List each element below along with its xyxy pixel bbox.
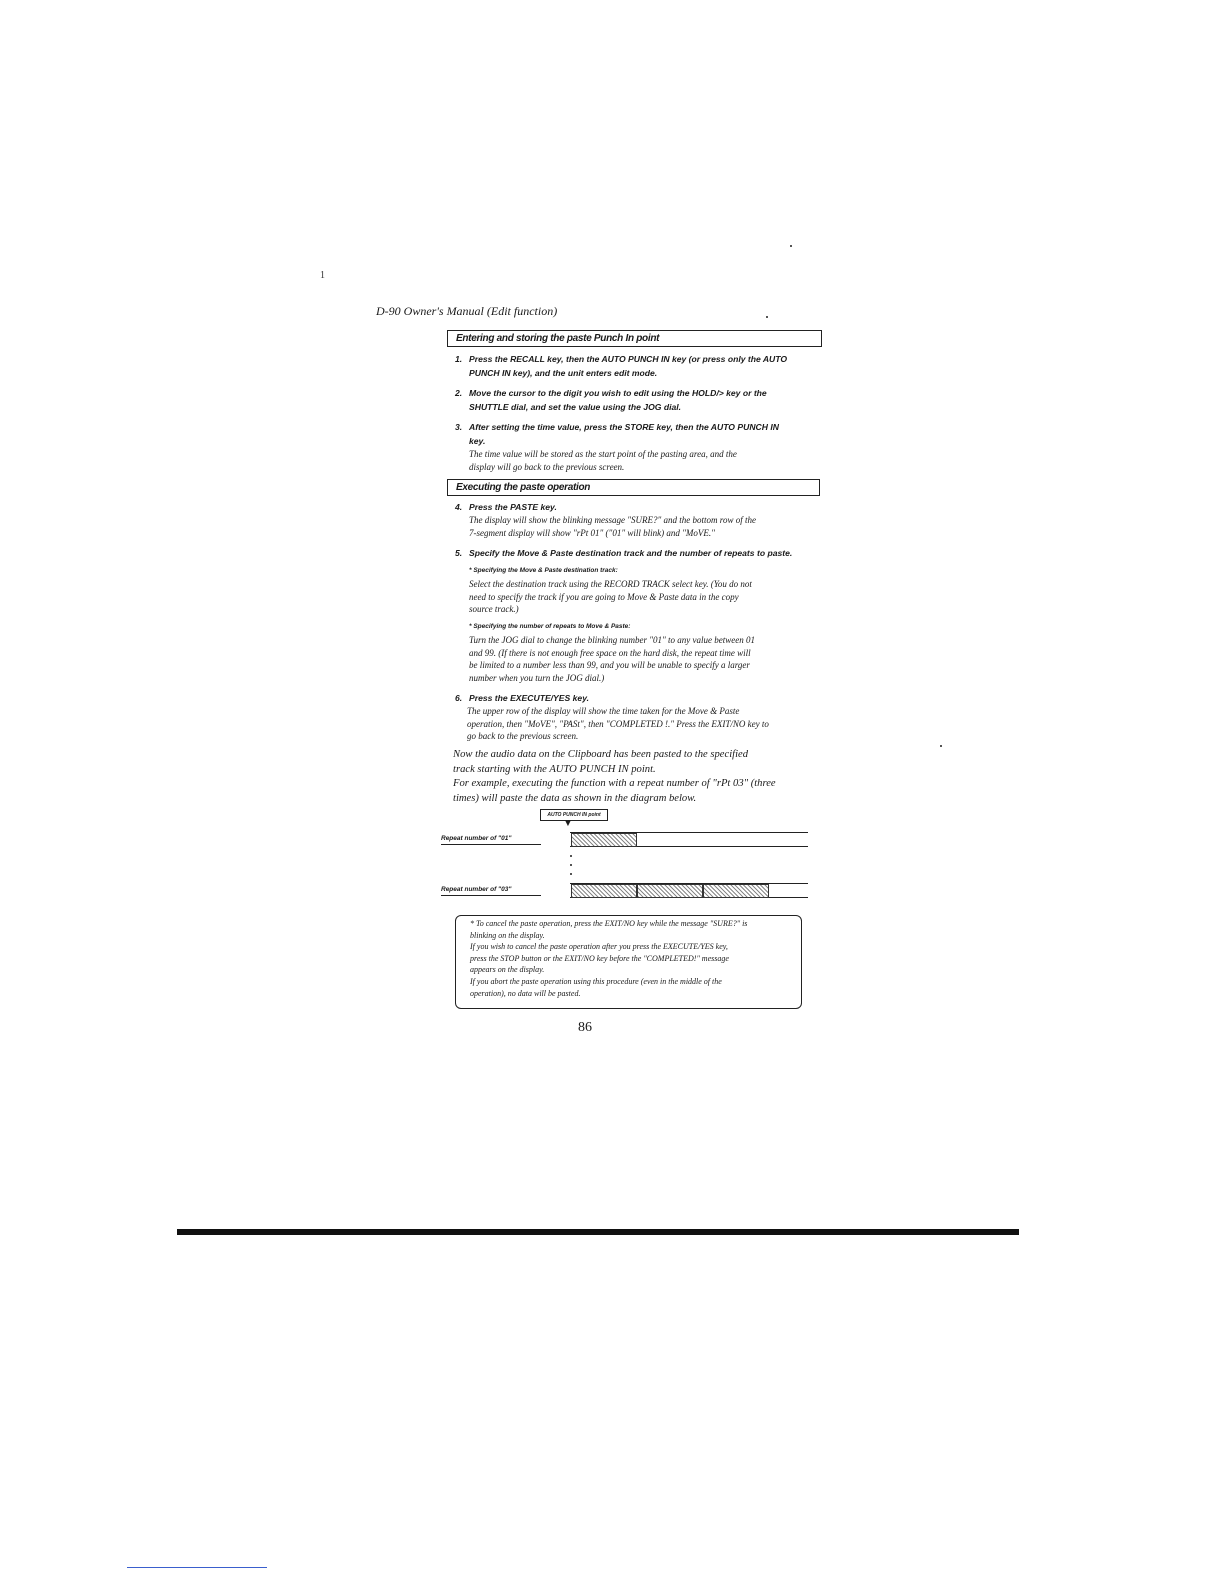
step-6-body-line-1: The upper row of the display will show the time taken for the Move & Paste bbox=[467, 706, 740, 716]
step-6 bbox=[455, 690, 835, 706]
sub2-line-4: number when you turn the JOG dial.) bbox=[469, 672, 605, 683]
sub-body-destination-track bbox=[469, 578, 829, 616]
step-5-heading: Specify the Move & Paste destination track and the number of repeats to paste. bbox=[469, 548, 793, 558]
step-1-line-1: Press the RECALL key, then the AUTO PUNCH IN key (or press only the AUTO bbox=[469, 354, 788, 364]
step-5 bbox=[455, 545, 835, 561]
page-number: 86 bbox=[578, 1020, 592, 1035]
bottom-link-underline bbox=[127, 1567, 267, 1568]
step-4-body-line-1: The display will show the blinking message "SURE?" and the bottom row of the bbox=[469, 515, 756, 525]
sub-body-repeats bbox=[469, 634, 829, 684]
row1-lead-line bbox=[441, 844, 541, 845]
step-1-line-2: PUNCH IN key), and the unit enters edit mode. bbox=[469, 368, 658, 378]
step-2 bbox=[455, 385, 835, 417]
section-heading-punch-in bbox=[447, 330, 822, 347]
pasted-data-block bbox=[703, 884, 769, 898]
sub1-line-3: source track.) bbox=[469, 604, 519, 614]
section-heading-paste-text: Executing the paste operation bbox=[456, 482, 591, 493]
punch-in-label-box bbox=[540, 809, 608, 821]
page-header-title: D-90 Owner's Manual (Edit function) bbox=[376, 304, 558, 318]
row2-lead-line bbox=[441, 895, 541, 896]
step-2-number: 2. bbox=[455, 388, 463, 398]
row2-label: Repeat number of "03" bbox=[441, 886, 512, 893]
step-3-body bbox=[469, 448, 829, 473]
step-4-body-line-2: 7-segment display will show "rPt 01" ("01" will blink) and "MoVE." bbox=[469, 527, 715, 538]
pasted-data-block bbox=[571, 833, 637, 847]
sub2-line-1: Turn the JOG dial to change the blinking number "01" to any value between 01 bbox=[469, 635, 756, 645]
step-6-number: 6. bbox=[455, 693, 463, 703]
ellipsis-dot bbox=[570, 855, 572, 857]
step-3-line-2: key. bbox=[469, 436, 486, 446]
note-line-1: * To cancel the paste operation, press the EXIT/NO key while the message "SURE?" is bbox=[470, 919, 748, 928]
note-line-3: If you wish to cancel the paste operation after you press the EXECUTE/YES key, bbox=[470, 942, 728, 952]
summary-line-3: For example, executing the function with a repeat number of "rPt 03" (three bbox=[453, 778, 776, 789]
section-heading-paste bbox=[447, 479, 820, 496]
step-3-body-line-1: The time value will be stored as the start point of the pasting area, and the bbox=[469, 449, 737, 459]
summary-line-4: times) will paste the data as shown in the diagram below. bbox=[453, 792, 697, 804]
sub-heading-repeats: * Specifying the number of repeats to Move & Paste: bbox=[469, 623, 631, 630]
summary-paragraph bbox=[453, 748, 823, 806]
note-line-5: appears on the display. bbox=[470, 965, 545, 975]
ellipsis-dot bbox=[570, 864, 572, 866]
step-4-number: 4. bbox=[455, 502, 463, 512]
pasted-data-block bbox=[637, 884, 703, 898]
step-6-body bbox=[467, 705, 827, 743]
punch-in-arrow-icon: ▼ bbox=[563, 818, 573, 829]
punch-in-label-text: AUTO PUNCH IN point bbox=[547, 812, 601, 818]
note-line-4: press the STOP button or the EXIT/NO key before the "COMPLETED!" message bbox=[470, 953, 729, 963]
sub-heading-destination-track: * Specifying the Move & Paste destination track: bbox=[469, 567, 618, 574]
summary-line-2: track starting with the AUTO PUNCH IN point. bbox=[453, 763, 656, 775]
step-3-line-1: After setting the time value, press the STORE key, then the AUTO PUNCH IN bbox=[469, 422, 779, 432]
bottom-rule bbox=[177, 1229, 1019, 1235]
scan-speck bbox=[940, 745, 942, 747]
step-2-line-2: SHUTTLE dial, and set the value using the JOG dial. bbox=[469, 402, 682, 412]
step-1 bbox=[455, 351, 835, 383]
margin-mark: 1 bbox=[320, 270, 325, 281]
step-3 bbox=[455, 419, 835, 451]
step-4 bbox=[455, 499, 835, 515]
scan-speck bbox=[790, 245, 792, 247]
step-1-number: 1. bbox=[455, 354, 463, 364]
step-6-body-line-3: go back to the previous screen. bbox=[467, 731, 579, 741]
pasted-data-block bbox=[571, 884, 637, 898]
step-2-line-1: Move the cursor to the digit you wish to edit using the HOLD/> key or the bbox=[469, 388, 767, 398]
step-3-number: 3. bbox=[455, 422, 463, 432]
note-line-6: If you abort the paste operation using this procedure (even in the middle of the bbox=[470, 976, 722, 986]
note-line-2: blinking on the display. bbox=[470, 930, 545, 940]
scan-speck bbox=[766, 316, 768, 318]
summary-line-1: Now the audio data on the Clipboard has been pasted to the specified bbox=[453, 749, 749, 760]
step-5-number: 5. bbox=[455, 548, 463, 558]
section-heading-punch-in-text: Entering and storing the paste Punch In point bbox=[456, 333, 660, 344]
sub1-line-2: need to specify the track if you are going to Move & Paste data in the copy bbox=[469, 591, 739, 602]
cancel-note-text bbox=[470, 918, 795, 999]
note-line-7: operation), no data will be pasted. bbox=[470, 988, 581, 998]
row1-label: Repeat number of "01" bbox=[441, 835, 512, 842]
step-4-body bbox=[469, 514, 829, 539]
step-3-body-line-2: display will go back to the previous screen. bbox=[469, 461, 625, 472]
sub1-line-1: Select the destination track using the RECORD TRACK select key. (You do not bbox=[469, 579, 752, 589]
step-6-body-line-2: operation, then "MoVE", "PASt", then "COMPLETED !." Press the EXIT/NO key to bbox=[467, 718, 769, 729]
sub2-line-2: and 99. (If there is not enough free space on the hard disk, the repeat time will bbox=[469, 647, 751, 658]
step-6-heading: Press the EXECUTE/YES key. bbox=[469, 693, 590, 703]
ellipsis-dot bbox=[570, 873, 572, 875]
sub2-line-3: be limited to a number less than 99, and you will be unable to specify a larger bbox=[469, 660, 750, 670]
step-4-heading: Press the PASTE key. bbox=[469, 502, 557, 512]
